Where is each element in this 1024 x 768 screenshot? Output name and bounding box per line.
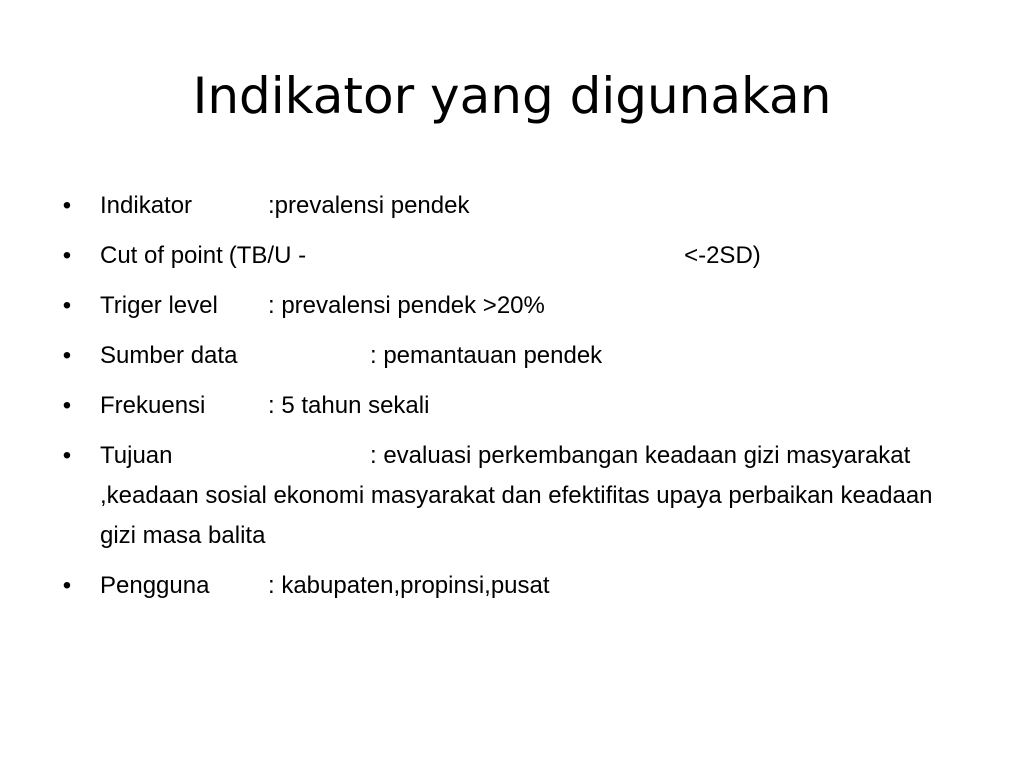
item-key: Frekuensi bbox=[100, 392, 206, 419]
list-item-cut-of-point bbox=[56, 236, 956, 276]
item-key: Indikator bbox=[100, 192, 193, 219]
bullet-icon: • bbox=[62, 392, 72, 419]
item-key: Triger level bbox=[100, 292, 218, 319]
bullet-icon: • bbox=[62, 292, 72, 319]
item-key: Sumber data bbox=[100, 342, 238, 369]
bullet-icon: • bbox=[62, 192, 72, 219]
item-continuation: masyarakat ,keadaan sosial ekonomi masyarakat dan efektifitas upaya perbaikan keadaan gizi masa balita bbox=[100, 442, 933, 549]
bullet-list bbox=[56, 186, 956, 616]
item-value: :prevalensi pendek bbox=[268, 192, 470, 219]
bullet-icon: • bbox=[62, 442, 72, 469]
slide-title: Indikator yang digunakan bbox=[192, 67, 832, 125]
bullet-icon: • bbox=[62, 342, 72, 369]
item-key: Tujuan bbox=[100, 442, 173, 469]
item-value: (TB/U - bbox=[228, 242, 307, 269]
item-key: Pengguna bbox=[100, 572, 210, 599]
list-item-indikator bbox=[56, 186, 956, 226]
item-value: : kabupaten,propinsi,pusat bbox=[268, 572, 550, 599]
bullet-icon: • bbox=[62, 242, 72, 269]
list-item-tujuan bbox=[56, 436, 956, 556]
list-item-frekuensi bbox=[56, 386, 956, 426]
list-item-pengguna bbox=[56, 566, 956, 606]
list-item-triger-level bbox=[56, 286, 956, 326]
item-value: : prevalensi pendek >20% bbox=[268, 292, 545, 319]
list-item-sumber-data bbox=[56, 336, 956, 376]
item-value-end: <-2SD) bbox=[684, 242, 761, 269]
item-value: : pemantauan pendek bbox=[370, 342, 603, 369]
item-value: : evaluasi perkembangan keadaan gizi bbox=[370, 442, 780, 469]
item-key: Cut of point bbox=[100, 242, 223, 269]
item-value: : 5 tahun sekali bbox=[268, 392, 430, 419]
bullet-icon: • bbox=[62, 572, 72, 599]
